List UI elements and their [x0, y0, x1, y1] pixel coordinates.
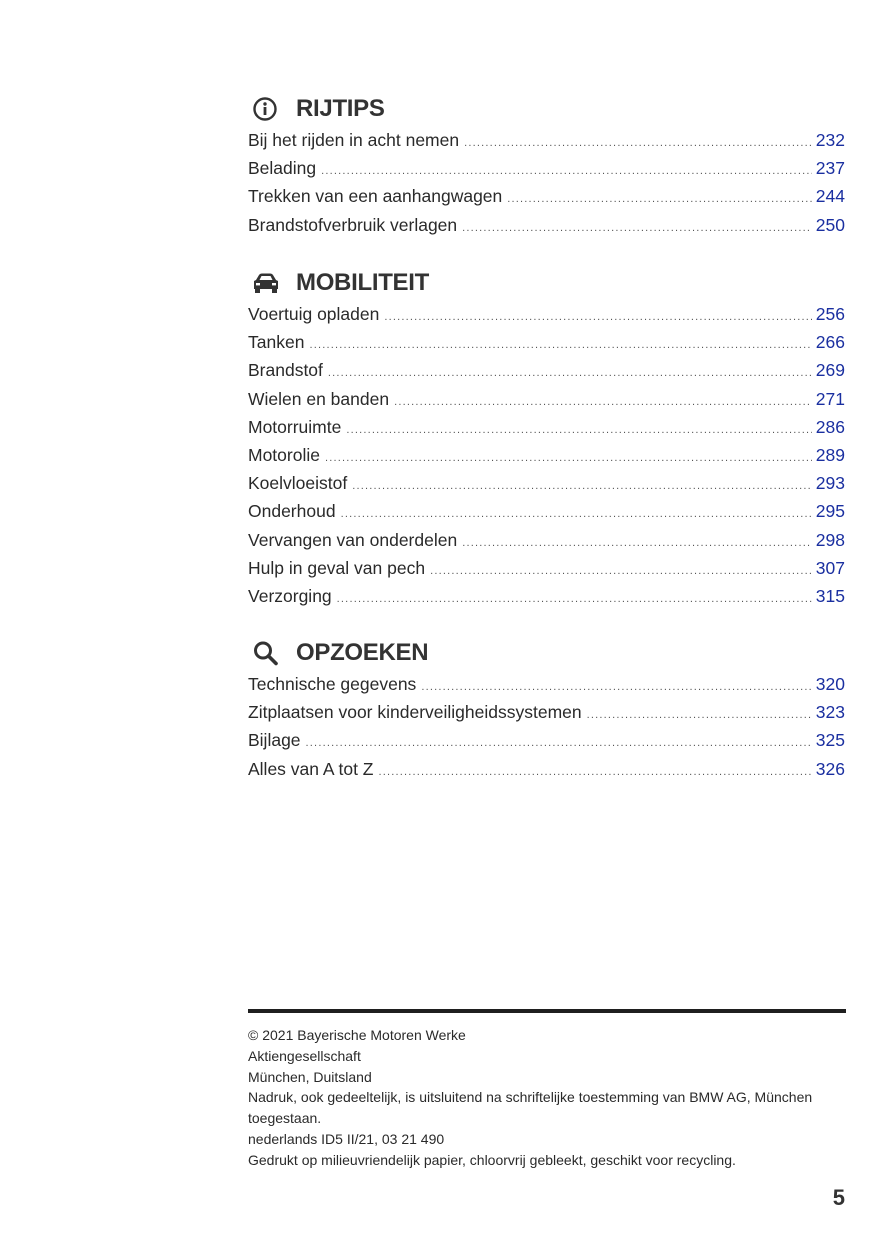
dot-leader [306, 738, 812, 748]
toc-entry-label: Technische gegevens [248, 674, 417, 694]
toc-entry[interactable] [248, 328, 845, 356]
toc-entry[interactable] [248, 126, 845, 154]
toc-entry-label: Zitplaatsen voor kinderveiligheidssystemen [248, 702, 582, 723]
toc-entry[interactable] [248, 698, 845, 726]
toc-entry[interactable] [248, 300, 845, 328]
dot-leader [587, 710, 812, 720]
toc-entry-label: Alles van A tot Z [248, 758, 374, 779]
toc-entry-label: Motorolie [248, 444, 320, 465]
toc-page-link[interactable]: 244 [815, 186, 845, 207]
toc-entry[interactable] [248, 670, 845, 698]
toc-entry-label: Bij het rijden in acht nemen [248, 130, 460, 150]
dot-leader [462, 223, 812, 233]
section-mobiliteit [248, 266, 845, 610]
toc-page-link[interactable]: 266 [815, 332, 845, 353]
dot-leader [352, 481, 812, 491]
toc-page-link[interactable]: 307 [815, 557, 845, 578]
toc-entry-label: Hulp in geval van pech [248, 557, 426, 578]
dot-leader [421, 682, 812, 692]
section-rijtips [248, 92, 845, 239]
toc-entry-label: Vervangen van onderdelen [248, 529, 458, 550]
toc-page-link[interactable]: 256 [815, 304, 845, 324]
toc-entry[interactable] [248, 554, 845, 582]
toc-entry[interactable] [248, 469, 845, 497]
toc-page-link[interactable]: 325 [815, 730, 845, 751]
toc-entry-label: Tanken [248, 332, 305, 353]
imprint-line: München, Duitsland [248, 1068, 372, 1085]
toc-entry[interactable] [248, 755, 845, 783]
section-header [248, 266, 845, 300]
section-header [248, 92, 845, 126]
toc-entry[interactable] [248, 154, 845, 182]
dot-leader [507, 194, 812, 204]
toc-entry[interactable] [248, 497, 845, 525]
toc-entry[interactable] [248, 582, 845, 610]
toc-page-link[interactable]: 323 [815, 702, 845, 723]
toc-page-link[interactable]: 286 [815, 416, 845, 437]
dot-leader [384, 312, 812, 322]
section-title: OPZOEKEN [296, 639, 429, 666]
toc-entry-label: Voertuig opladen [248, 304, 380, 324]
dot-leader [309, 340, 812, 350]
toc-list [248, 126, 845, 239]
dot-leader [430, 566, 812, 576]
toc-entry-label: Bijlage [248, 730, 301, 751]
toc-entry-label: Koelvloeistof [248, 473, 348, 494]
toc-entry-label: Belading [248, 158, 317, 179]
imprint-line: Gedrukt op milieuvriendelijk papier, chloorvrij gebleekt, geschikt voor recycling. [248, 1151, 736, 1168]
search-icon [252, 640, 280, 666]
imprint-line: Nadruk, ook gedeeltelijk, is uitsluitend na schriftelijke toestemming van BMW AG, München toegestaan. [248, 1089, 813, 1127]
toc-entry[interactable] [248, 726, 845, 754]
dot-leader [462, 538, 812, 548]
toc-page-link[interactable]: 320 [815, 674, 845, 694]
toc-entry-label: Onderhoud [248, 501, 336, 522]
toc-entry-label: Brandstof [248, 360, 323, 381]
info-icon [252, 96, 280, 122]
toc-entry-label: Wielen en banden [248, 388, 390, 409]
toc-list [248, 300, 845, 610]
dot-leader [321, 166, 812, 176]
toc-entry[interactable] [248, 413, 845, 441]
imprint [248, 1025, 848, 1171]
dot-leader [328, 368, 812, 378]
toc-page-link[interactable]: 271 [815, 388, 845, 409]
toc-page-link[interactable]: 295 [815, 501, 845, 522]
toc-entry-label: Brandstofverbruik verlagen [248, 214, 458, 235]
toc-page-link[interactable]: 298 [815, 529, 845, 550]
dot-leader [341, 509, 812, 519]
footer-divider [248, 1009, 846, 1013]
imprint-line: © 2021 Bayerische Motoren Werke [248, 1027, 466, 1043]
dot-leader [325, 453, 812, 463]
toc-page-link[interactable]: 269 [815, 360, 845, 381]
imprint-line: Aktiengesellschaft [248, 1047, 361, 1064]
dot-leader [337, 594, 812, 604]
toc-entry-label: Verzorging [248, 585, 332, 606]
section-title: RIJTIPS [296, 95, 385, 122]
toc-page-link[interactable]: 326 [815, 758, 845, 779]
imprint-line: nederlands ID5 II/21, 03 21 490 [248, 1130, 445, 1147]
toc-list [248, 670, 845, 783]
toc-page-link[interactable]: 293 [815, 473, 845, 494]
toc-page-link[interactable]: 289 [815, 444, 845, 465]
section-header [248, 636, 845, 670]
toc-entry[interactable] [248, 182, 845, 210]
car-icon [252, 270, 280, 296]
toc-page-link[interactable]: 315 [815, 585, 845, 606]
toc-page-link[interactable]: 232 [815, 130, 845, 150]
toc-entry[interactable] [248, 211, 845, 239]
toc-entry-label: Trekken van een aanhangwagen [248, 186, 503, 207]
toc-entry-label: Motorruimte [248, 416, 342, 437]
dot-leader [378, 767, 812, 777]
toc-page-link[interactable]: 237 [815, 158, 845, 179]
section-title: MOBILITEIT [296, 269, 429, 296]
section-opzoeken [248, 636, 845, 783]
toc-page-link[interactable]: 250 [815, 214, 845, 235]
toc-entry[interactable] [248, 526, 845, 554]
toc-entry[interactable] [248, 356, 845, 384]
toc-entry[interactable] [248, 441, 845, 469]
toc-entry[interactable] [248, 385, 845, 413]
dot-leader [464, 138, 812, 148]
dot-leader [394, 397, 812, 407]
dot-leader [346, 425, 812, 435]
page-number: 5 [832, 1185, 845, 1210]
